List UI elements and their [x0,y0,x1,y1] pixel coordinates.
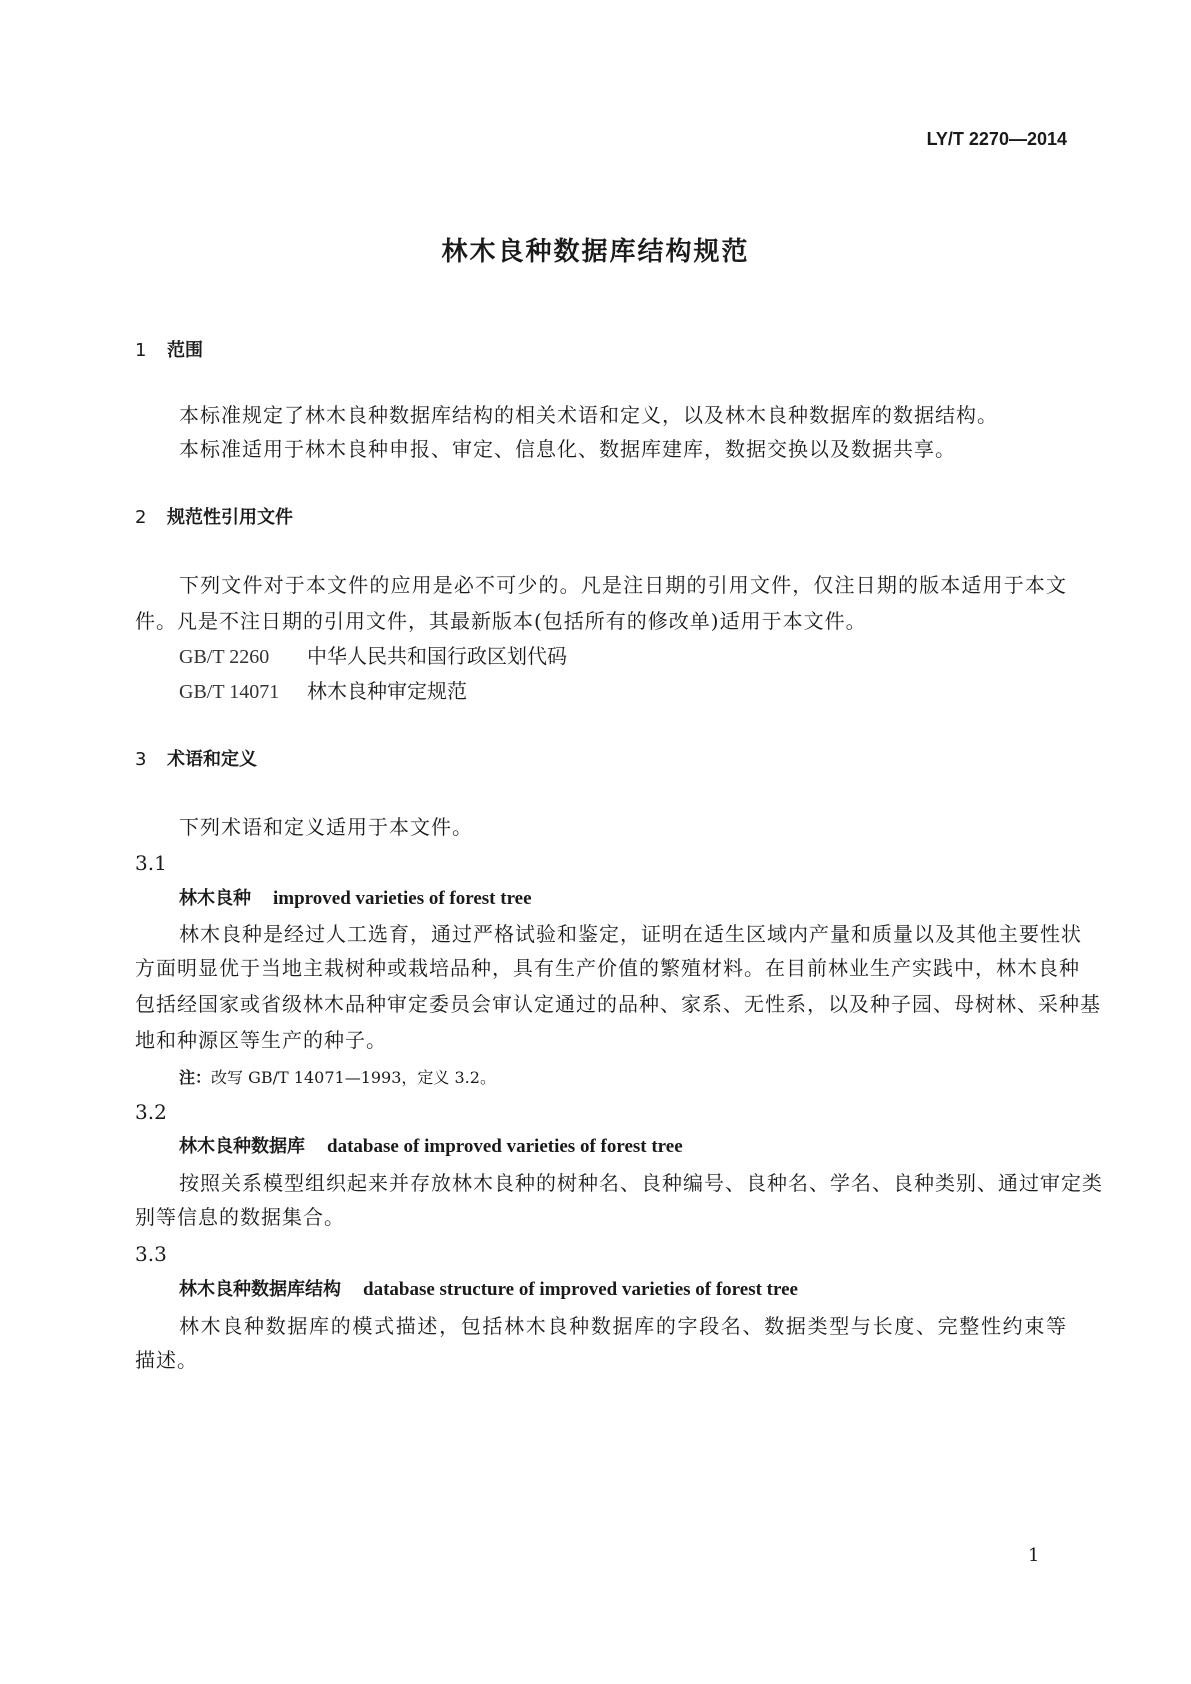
clause-number: 3.2 [135,1100,167,1124]
reference-title: 中华人民共和国行政区划代码 [307,644,567,668]
definition-line: 方面明显优于当地主栽树种或栽培品种，具有生产价值的繁殖材料。在目前林业生产实践中，林木良种 [135,956,1080,980]
page-title: 林木良种数据库结构规范 [441,237,750,267]
paragraph-line: 件。凡是不注日期的引用文件，其最新版本(包括所有的修改单)适用于本文件。 [135,609,867,633]
section-number: 1 [135,340,147,361]
reference-item [179,644,567,669]
definition-line: 林木良种数据库的模式描述，包括林木良种数据库的字段名、数据类型与长度、完整性约束等 [179,1314,1067,1338]
term-zh: 林木良种数据库结构 [179,1279,341,1300]
note-text: 改写 GB/T 14071—1993，定义 3.2。 [211,1068,496,1087]
term-en: improved varieties of forest tree [273,888,532,909]
definition-line: 别等信息的数据集合。 [135,1205,345,1229]
term-en: database structure of improved varieties of forest tree [363,1279,798,1300]
document-code: LY/T 2270—2014 [926,129,1067,149]
paragraph: 下列术语和定义适用于本文件。 [179,815,473,839]
section-number: 2 [135,507,147,528]
definition-line: 林木良种是经过人工选育，通过严格试验和鉴定，证明在适生区域内产量和质量以及其他主要性状 [179,922,1082,946]
definition-line: 地和种源区等生产的种子。 [135,1028,387,1052]
page-number: 1 [1028,1545,1040,1566]
note [179,1066,496,1090]
paragraph: 本标准规定了林木良种数据库结构的相关术语和定义，以及林木良种数据库的数据结构。 [179,403,998,427]
note-label: 注： [179,1068,212,1087]
term-heading [179,1278,798,1302]
clause-number: 3.1 [135,851,167,875]
term-heading [179,887,532,911]
paragraph-line: 下列文件对于本文件的应用是必不可少的。凡是注日期的引用文件，仅注日期的版本适用于本文 [179,573,1067,597]
reference-code: GB/T 2260 [179,646,270,668]
clause-number: 3.3 [135,1242,167,1266]
section-3-heading [135,748,257,772]
reference-item [179,679,467,704]
section-2-heading [135,506,293,530]
term-en: database of improved varieties of forest tree [327,1136,683,1157]
reference-code: GB/T 14071 [179,681,280,703]
term-heading [179,1135,683,1159]
reference-title: 林木良种审定规范 [307,679,467,703]
section-title: 术语和定义 [167,749,257,770]
term-zh: 林木良种 [179,888,251,909]
section-number: 3 [135,749,147,770]
section-title: 范围 [167,340,203,361]
section-1-heading [135,339,203,363]
definition-line: 描述。 [135,1348,198,1372]
paragraph: 本标准适用于林木良种申报、审定、信息化、数据库建库，数据交换以及数据共享。 [179,437,956,461]
term-zh: 林木良种数据库 [179,1136,305,1157]
definition-line: 包括经国家或省级林木品种审定委员会审认定通过的品种、家系、无性系，以及种子园、母树林、采种基 [135,992,1101,1016]
definition-line: 按照关系模型组织起来并存放林木良种的树种名、良种编号、良种名、学名、良种类别、通过审定类 [179,1171,1103,1195]
section-title: 规范性引用文件 [167,507,293,528]
